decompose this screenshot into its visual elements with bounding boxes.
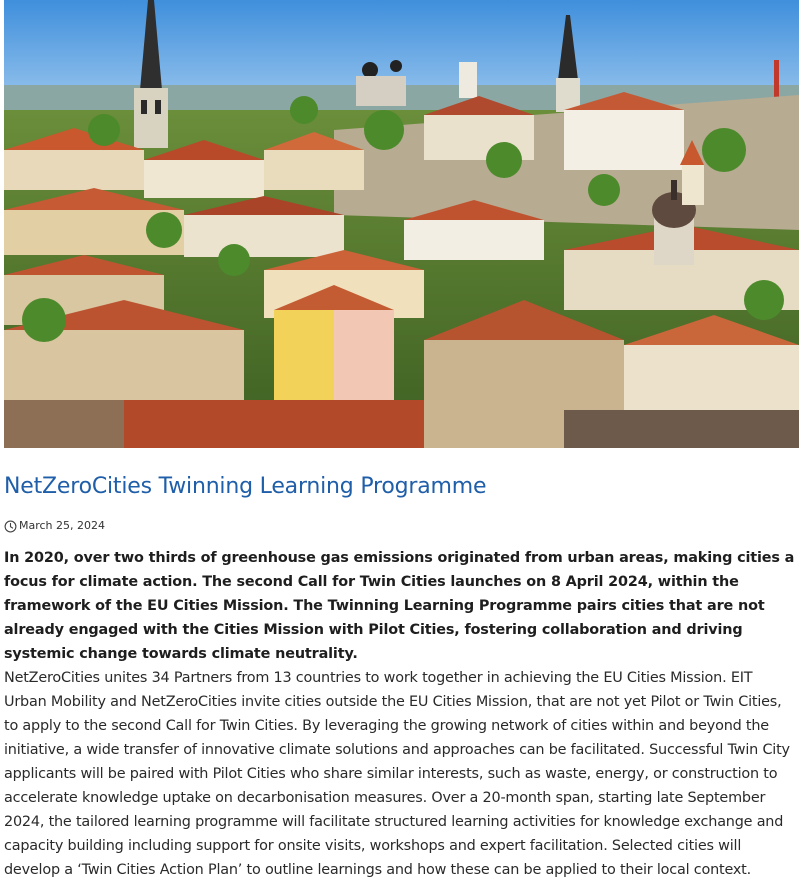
article-body: NetZeroCities unites 34 Partners from 13 countries to work together in achieving the EU Cities Mission. EIT Urban Mobility and NetZeroCities invite cities outside the EU Cities Mission, that are not yet Pilot or Twin Cities, to apply to the second Call for Twin Cities. By leveraging the growing network of cities within and beyond the initiative, a wide transfer of innovative climate solutions and approaches can be facilitated. Successful Twin City applicants will be paired with Pilot Cities who share similar interests, such as waste, energy, or construction to accelerate knowledge uptake on decarbonisation measures. Over a 20-month span, starting late September 2024, the tailored learning programme will facilitate structured learning activities for knowledge exchange and capacity building including support for onsite visits, workshops and expert facilitation. Selected cities will develop a ‘Twin Cities Action Plan’ to outline learnings and how these can be applied to their local context. <box>4 670 790 878</box>
article <box>4 0 799 878</box>
hero-image <box>4 0 799 448</box>
city-illustration <box>4 0 799 448</box>
article-title[interactable]: NetZeroCities Twinning Learning Programme <box>4 474 487 499</box>
clock-icon <box>4 520 17 533</box>
article-lead: In 2020, over two thirds of greenhouse gas emissions originated from urban areas, making cities a focus for climate action. The second Call for Twin Cities launches on 8 April 2024, within the framework of the EU Cities Mission. The Twinning Learning Programme pairs cities that are not already engaged with the Cities Mission with Pilot Cities, fostering collaboration and driving systemic change towards climate neutrality. <box>4 550 795 662</box>
article-meta <box>4 518 105 534</box>
publish-date: March 25, 2024 <box>19 519 106 532</box>
